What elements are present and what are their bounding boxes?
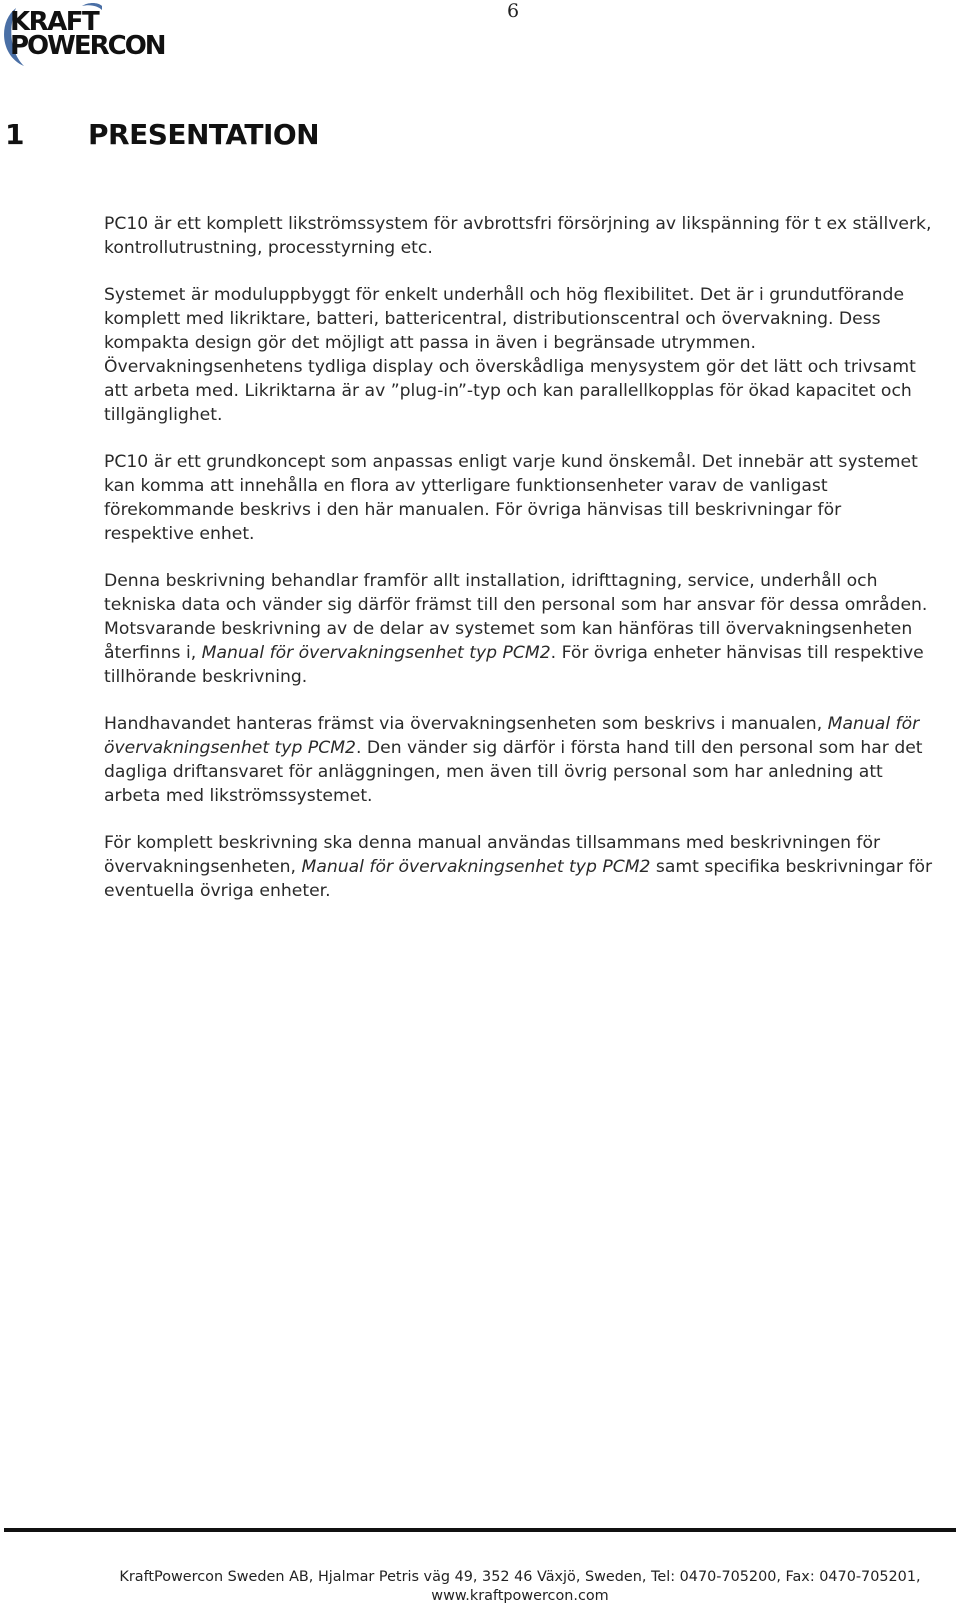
section-number: 1 [5, 118, 24, 151]
paragraph [104, 569, 934, 689]
section-title: PRESENTATION [88, 118, 320, 151]
footer-website-link[interactable]: www.kraftpowercon.com [431, 1588, 609, 1604]
paragraph-text: Denna beskrivning behandlar framför allt installation, idrifttagning, service, underhåll och tekniska data och vänder sig därför främst till den personal som har ansvar för dessa områden. Motsvarande beskrivning av de delar av systemet som kan hänföras till övervakningsenheten återfinns i, [104, 571, 928, 663]
footer-divider [4, 1528, 956, 1532]
kraftpowercon-logo [2, 0, 172, 72]
paragraph-text: . Den vänder sig därför i första hand till den personal som har det dagliga driftansvaret för anläggningen, men även till övrig personal som har anledning att arbeta med likströmssystemet. [104, 738, 923, 806]
logo-text-kraft: KRAFT [10, 7, 99, 37]
paragraph-text: samt specifika beskrivningar för eventuella övriga enheter. [104, 857, 933, 901]
body-text [104, 212, 934, 926]
footer-address: KraftPowercon Sweden AB, Hjalmar Petris väg 49, 352 46 Växjö, Sweden, Tel: 0470-705200, Fax: 0470-705201, [119, 1569, 921, 1585]
manual-reference: Manual för övervakningsenhet typ PCM2 [301, 857, 651, 877]
paragraph-text: För komplett beskrivning ska denna manual användas tillsammans med beskrivningen för övervakningsenheten, [104, 833, 881, 877]
logo-text-powercon: POWERCON [10, 31, 165, 61]
footer [0, 1568, 960, 1606]
manual-reference: Manual för övervakningsenhet typ PCM2 [201, 643, 551, 663]
section-heading [5, 118, 319, 151]
logo-graphic [2, 0, 172, 72]
page-number: 6 [506, 0, 520, 22]
paragraph-text: . För övriga enheter hänvisas till respektive tillhörande beskrivning. [104, 643, 924, 687]
paragraph [104, 831, 934, 903]
manual-reference: Manual för övervakningsenhet typ PCM2 [104, 714, 920, 758]
paragraph [104, 712, 934, 808]
paragraph: PC10 är ett grundkoncept som anpassas enligt varje kund önskemål. Det innebär att systemet kan komma att innehålla en flora av ytterligare funktionsenheter varav de vanligast förekommande beskrivs i den här manualen. För övriga hänvisas till beskrivningar för respektive enhet. [104, 452, 918, 544]
paragraph: Systemet är moduluppbyggt för enkelt underhåll och hög flexibilitet. Det är i grundutförande komplett med likriktare, batteri, battericentral, distributionscentral och övervakning. Dess kompakta design gör det möjligt att passa in även i begränsade utrymmen. Övervakningsenhetens tydliga display och överskådliga menysystem gör det lätt och trivsamt att arbeta med. Likriktarna är av ”plug-in”-typ och kan parallellkopplas för ökad kapacitet och tillgänglighet. [104, 285, 916, 425]
paragraph-text: Handhavandet hanteras främst via övervakningsenheten som beskrivs i manualen, [104, 714, 828, 734]
paragraph: PC10 är ett komplett likströmssystem för avbrottsfri försörjning av likspänning för t ex ställverk, kontrollutrustning, processtyrning etc. [104, 214, 932, 258]
